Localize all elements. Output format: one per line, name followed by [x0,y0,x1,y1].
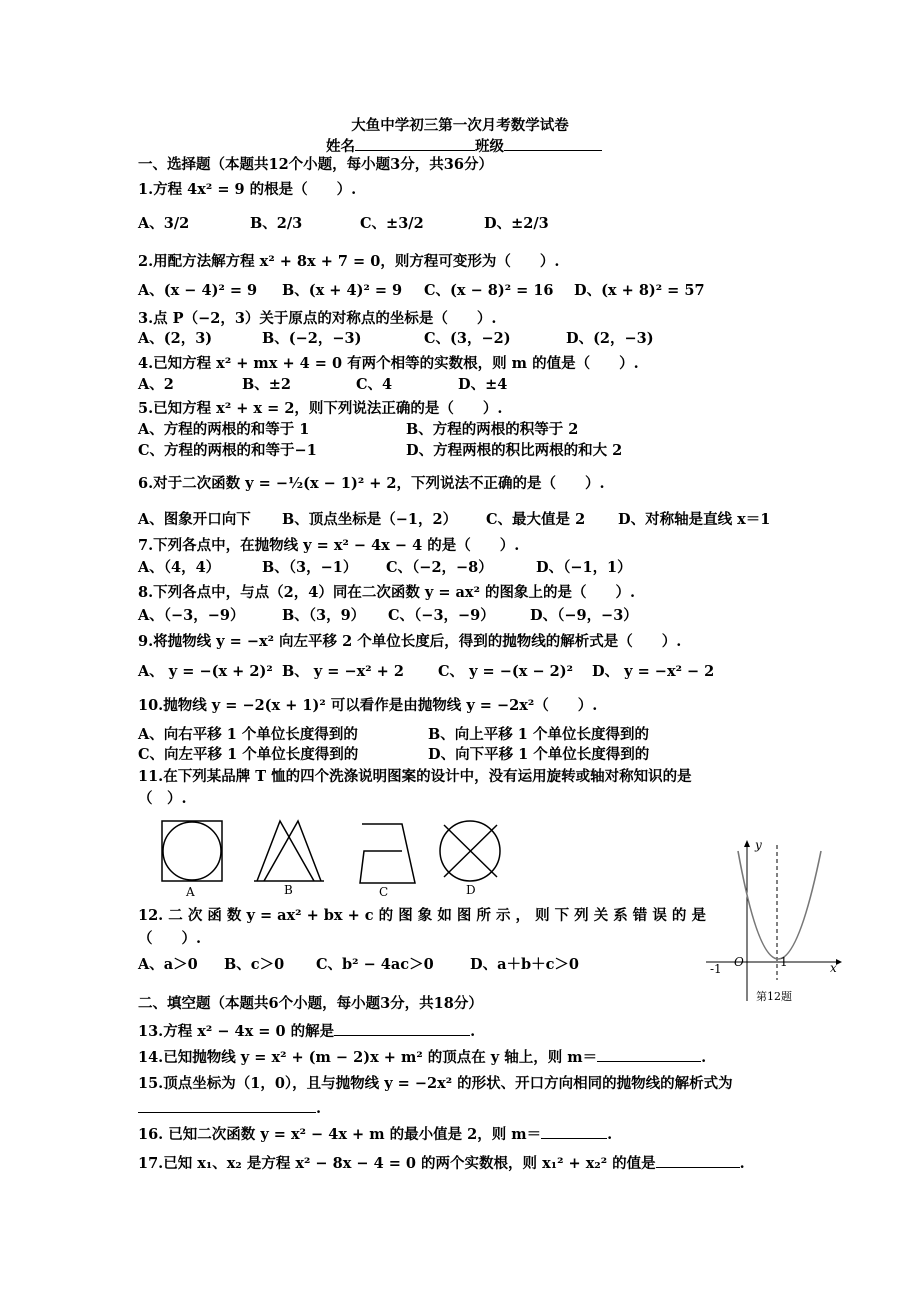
q1-options [138,214,738,236]
q3-option-a[interactable]: A、(2，3) [138,330,213,347]
q8-options [138,606,738,626]
figure-c-label: C [379,885,389,899]
q16-answer-blank[interactable] [541,1122,607,1139]
q5-options-row2 [138,441,738,461]
q4-option-d[interactable]: D、±4 [458,376,508,393]
q10-option-a[interactable]: A、向右平移 1 个单位长度得到的 [138,726,358,743]
q12-option-d[interactable]: D、a＋b＋c＞0 [470,956,580,973]
q7-option-d[interactable]: D、（−1，1） [536,559,632,576]
q12-stem-cont: （ ）. [138,930,202,947]
q12-parabola-graph [700,825,850,1010]
q10-stem: 10.抛物线 y = −2(x + 1)² 可以看作是由抛物线 y = −2x²（ ）. [138,697,598,714]
q9-option-d[interactable]: D、 y = −x² − 2 [592,663,715,680]
q2-option-a[interactable]: A、(x − 4)² = 9 [138,282,258,299]
q2-option-d[interactable]: D、(x + 8)² = 57 [574,282,705,299]
q8-option-b[interactable]: B、（3，9） [282,607,366,624]
q1-stem: 1.方程 4x² = 9 的根是（ ）. [138,181,357,198]
class-blank[interactable] [504,134,602,151]
q2-option-b[interactable]: B、(x + 4)² = 9 [282,282,403,299]
q11-stem-cont: （ ）. [138,790,187,807]
graph-neg1-label: -1 [710,962,722,976]
q1-option-c[interactable]: C、±3/2 [360,215,424,232]
q7-option-a[interactable]: A、（4，4） [138,559,221,576]
q2-option-c[interactable]: C、(x − 8)² = 16 [424,282,554,299]
q15-answer-line [138,1096,321,1119]
figure-a[interactable] [162,821,222,881]
q13-stem: 13.方程 x² − 4x = 0 的解是 [138,1023,335,1040]
q9-stem: 9.将抛物线 y = −x² 向左平移 2 个单位长度后，得到的抛物线的解析式是（ ）. [138,633,682,650]
q16-line [138,1122,612,1145]
q14-answer-blank[interactable] [597,1045,701,1062]
q12-option-a[interactable]: A、a＞0 [138,956,198,973]
q15-answer-blank[interactable] [138,1096,316,1113]
q10-option-c[interactable]: C、向左平移 1 个单位长度得到的 [138,746,359,763]
q6-options [138,510,798,530]
q5-option-c[interactable]: C、方程的两根的和等于−1 [138,442,317,459]
q15-period: . [316,1100,322,1117]
figure-b-label: B [284,883,293,897]
q7-stem: 7.下列各点中，在抛物线 y = x² − 4x − 4 的是（ ）. [138,537,520,554]
q6-option-a[interactable]: A、图象开口向下 [138,511,251,528]
q16-stem: 16. 已知二次函数 y = x² − 4x + m 的最小值是 2，则 m＝ [138,1126,542,1143]
q9-option-a[interactable]: A、 y = −(x + 2)² [138,663,273,680]
q4-option-a[interactable]: A、2 [138,376,174,393]
q14-stem: 14.已知抛物线 y = x² + (m − 2)x + m² 的顶点在 y 轴上，则 m＝ [138,1049,598,1066]
q4-options [138,375,738,395]
q4-option-b[interactable]: B、±2 [242,376,291,393]
q17-line [138,1151,745,1174]
q8-option-d[interactable]: D、（−9，−3） [530,607,638,624]
q5-option-d[interactable]: D、方程两根的积比两根的和大 2 [406,442,623,459]
section-2-heading: 二、填空题（本题共6个小题，每小题3分，共18分） [138,995,483,1012]
q3-stem: 3.点 P（−2，3）关于原点的对称点的坐标是（ ）. [138,310,497,327]
q14-line [138,1045,706,1068]
q4-option-c[interactable]: C、4 [356,376,393,393]
q1-option-d[interactable]: D、±2/3 [484,215,549,232]
q9-option-c[interactable]: C、 y = −(x − 2)² [438,663,573,680]
y-axis-arrow-icon [744,840,750,847]
q6-option-d[interactable]: D、对称轴是直线 x＝1 [618,511,771,528]
q12-option-c[interactable]: C、b² − 4ac＞0 [316,956,434,973]
graph-origin-label: O [734,955,744,969]
figure-b[interactable] [254,821,324,881]
q5-option-a[interactable]: A、方程的两根的和等于 1 [138,421,310,438]
q3-options [138,329,738,349]
q17-answer-blank[interactable] [656,1151,740,1168]
q17-stem: 17.已知 x₁、x₂ 是方程 x² − 8x − 4 = 0 的两个实数根，则 x₁² + x₂² 的值是 [138,1155,656,1172]
q12-stem: 12. 二 次 函 数 y = ax² + bx + c 的 图 象 如 图 所 示 ， 则 下 列 关 系 错 误 的 是 [138,907,706,924]
q5-option-b[interactable]: B、方程的两根的积等于 2 [406,421,579,438]
q9-option-b[interactable]: B、 y = −x² + 2 [282,663,404,680]
q3-option-c[interactable]: C、(3，−2) [424,330,511,347]
q7-option-b[interactable]: B、（3，−1） [262,559,358,576]
figure-c[interactable] [360,824,415,883]
figure-a-label: A [186,885,195,899]
page-title: 大鱼中学初三第一次月考数学试卷 [351,117,569,134]
q3-option-d[interactable]: D、(2，−3) [566,330,654,347]
q7-options [138,558,738,578]
q13-period: . [470,1023,476,1040]
q5-stem: 5.已知方程 x² + x = 2，则下列说法正确的是（ ）. [138,400,503,417]
q1-option-b[interactable]: B、2/3 [250,215,303,232]
q13-line [138,1019,475,1042]
q5-options-row1 [138,420,738,440]
graph-x-label: x [830,961,837,975]
q9-options [138,662,738,684]
q12-options [138,955,698,975]
name-blank[interactable] [355,134,475,151]
q7-option-c[interactable]: C、（−2，−8） [386,559,493,576]
q6-option-c[interactable]: C、最大值是 2 [486,511,586,528]
q11-figures [150,815,520,900]
q8-option-c[interactable]: C、（−3，−9） [388,607,495,624]
parabola-curve [738,851,821,959]
figure-d[interactable] [440,821,500,881]
q11-stem: 11.在下列某品牌 T 恤的四个洗涤说明图案的设计中，没有运用旋转或轴对称知识的是 [138,768,692,785]
q15-stem: 15.顶点坐标为（1，0），且与抛物线 y = −2x² 的形状、开口方向相同的抛物线的解析式为 [138,1075,733,1092]
q2-options [138,281,738,303]
graph-caption: 第12题 [756,990,792,1003]
q2-stem: 2.用配方法解方程 x² + 8x + 7 = 0，则方程可变形为（ ）. [138,253,560,270]
q6-option-b[interactable]: B、顶点坐标是（−1，2） [282,511,458,528]
q10-options-row2 [138,745,738,765]
q12-option-b[interactable]: B、c＞0 [224,956,285,973]
class-label: 班级 [475,138,504,155]
q10-option-d[interactable]: D、向下平移 1 个单位长度得到的 [428,746,650,763]
graph-y-label: y [755,838,762,852]
student-info-line [326,134,602,157]
q8-option-a[interactable]: A、（−3，−9） [138,607,245,624]
q6-stem: 6.对于二次函数 y = −½(x − 1)² + 2，下列说法不正确的是（ ）. [138,475,605,492]
name-label: 姓名 [326,138,355,155]
q16-period: . [607,1126,613,1143]
q17-period: . [739,1155,745,1172]
q14-period: . [701,1049,707,1066]
q1-option-a[interactable]: A、3/2 [138,215,190,232]
q3-option-b[interactable]: B、(−2，−3) [262,330,362,347]
q8-stem: 8.下列各点中，与点（2，4）同在二次函数 y = ax² 的图象上的是（ ）. [138,584,636,601]
q10-options-row1 [138,725,738,745]
q13-answer-blank[interactable] [334,1019,470,1036]
figure-d-label: D [466,883,476,897]
q10-option-b[interactable]: B、向上平移 1 个单位长度得到的 [428,726,649,743]
x-axis-arrow-icon [836,959,842,965]
section-1-heading: 一、选择题（本题共12个小题，每小题3分，共36分） [138,156,493,173]
q4-stem: 4.已知方程 x² + mx + 4 = 0 有两个相等的实数根，则 m 的值是（ ）. [138,355,639,372]
graph-one-label: 1 [780,955,788,969]
